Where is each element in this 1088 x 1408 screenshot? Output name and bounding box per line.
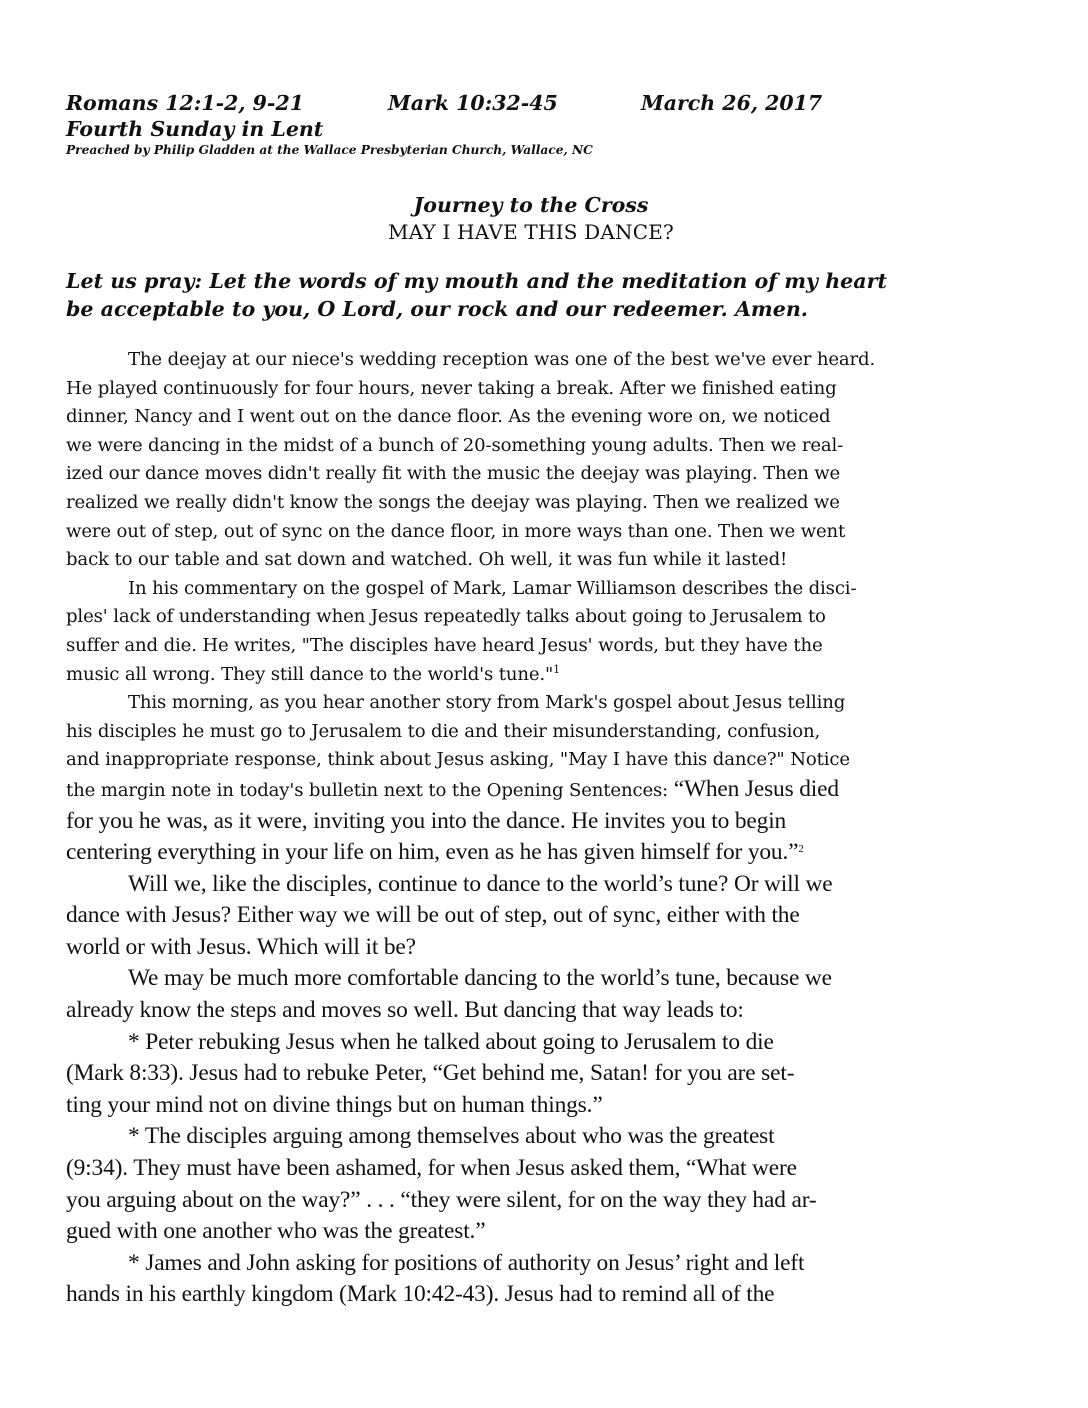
occasion: Fourth Sunday in Lent [66,117,324,141]
text-line: realized we really didn't know the songs the deejay was playing. Then we realized we [66,491,840,513]
text-line [66,837,996,869]
text-line: suffer and die. He writes, "The disciples have heard Jesus' words, but they have the [66,634,823,656]
text-line: (9:34). They must have been ashamed, for when Jesus asked them, “What were [66,1155,797,1182]
sermon-title: MAY I HAVE THIS DANCE? [388,220,674,244]
paragraph [66,575,996,689]
paragraph [66,689,996,805]
paragraph [66,346,996,575]
scripture-references [66,90,996,116]
text-line: ting your mind not on divine things but on human things.” [66,1091,603,1118]
text-line: back to our table and sat down and watched. Oh well, it was fun while it lasted! [66,549,788,571]
text-segment: the margin note in today's bulletin next to the Opening Sentences: [66,779,674,801]
text-line: He played continuously for four hours, never taking a break. After we finished eating [66,377,837,399]
text-line: ples' lack of understanding when Jesus repeatedly talks about going to Jerusalem to [66,606,826,628]
sermon-body [66,346,996,1311]
text-line: already know the steps and moves so well. But dancing that way leads to: [66,997,744,1024]
prayer-line: Let us pray: Let the words of my mouth and the meditation of my heart [66,269,887,293]
margin-note-quote: “When Jesus died [673,775,839,802]
text-line: We may be much more comfortable dancing to the world’s tune, because we [128,965,832,992]
bullet-line: * The disciples arguing among themselves about who was the greatest [128,1123,775,1150]
series-title: Journey to the Cross [413,193,649,217]
text-line: his disciples he must go to Jerusalem to die and their misunderstanding, confusion, [66,720,821,742]
text-line [66,661,996,690]
sermon-page [66,90,996,1311]
text-line: dinner, Nancy and I went out on the dance floor. As the evening wore on, we noticed [66,406,831,428]
opening-prayer [66,267,996,323]
text-line: ized our dance moves didn't really fit with the music the deejay was playing. Then we [66,463,841,485]
text-segment: centering everything in your life on him, even as he has given himself for you.” [66,839,799,866]
bullet-line: * James and John asking for positions of authority on Jesus’ right and left [128,1249,805,1276]
text-line [66,775,996,806]
text-segment: music all wrong. They still dance to the world's tune." [66,663,554,685]
sermon-date: March 26, 2017 [641,91,823,115]
text-line: were out of step, out of sync on the dance floor, in more ways than one. Then we went [66,520,846,542]
text-line: In his commentary on the gospel of Mark, Lamar Williamson describes the disci- [128,577,857,599]
text-line: dance with Jesus? Either way we will be out of step, out of sync, either with the [66,902,800,929]
text-line: Will we, like the disciples, continue to dance to the world’s tune? Or will we [128,870,833,897]
text-line: and inappropriate response, think about Jesus asking, "May I have this dance?" Notice [66,749,850,771]
text-line: you arguing about on the way?” . . . “they were silent, for on the way they had ar- [66,1186,817,1213]
footnote-marker: 1 [553,662,561,676]
prayer-line: be acceptable to you, O Lord, our rock and our redeemer. Amen. [66,297,808,321]
reference-mark: Mark 10:32-45 [388,91,558,115]
text-line: gued with one another who was the greatest.” [66,1218,486,1245]
byline: Preached by Philip Gladden at the Wallace Presbyterian Church, Wallace, NC [66,143,593,157]
footnote-marker: 2 [798,843,804,856]
text-line: for you he was, as it were, inviting you into the dance. He invites you to begin [66,807,787,834]
text-line: we were dancing in the midst of a bunch of 20-something young adults. Then we real- [66,434,844,456]
text-line: This morning, as you hear another story from Mark's gospel about Jesus telling [128,692,846,714]
continued-text [66,806,996,1312]
reference-romans: Romans 12:1-2, 9-21 [66,91,304,115]
bullet-line: * Peter rebuking Jesus when he talked about going to Jerusalem to die [128,1028,774,1055]
text-line: The deejay at our niece's wedding reception was one of the best we've ever heard. [128,349,876,370]
text-line: world or with Jesus. Which will it be? [66,933,416,960]
text-line: (Mark 8:33). Jesus had to rebuke Peter, “Get behind me, Satan! for you are set- [66,1060,795,1087]
text-line: hands in his earthly kingdom (Mark 10:42-43). Jesus had to remind all of the [66,1281,775,1308]
